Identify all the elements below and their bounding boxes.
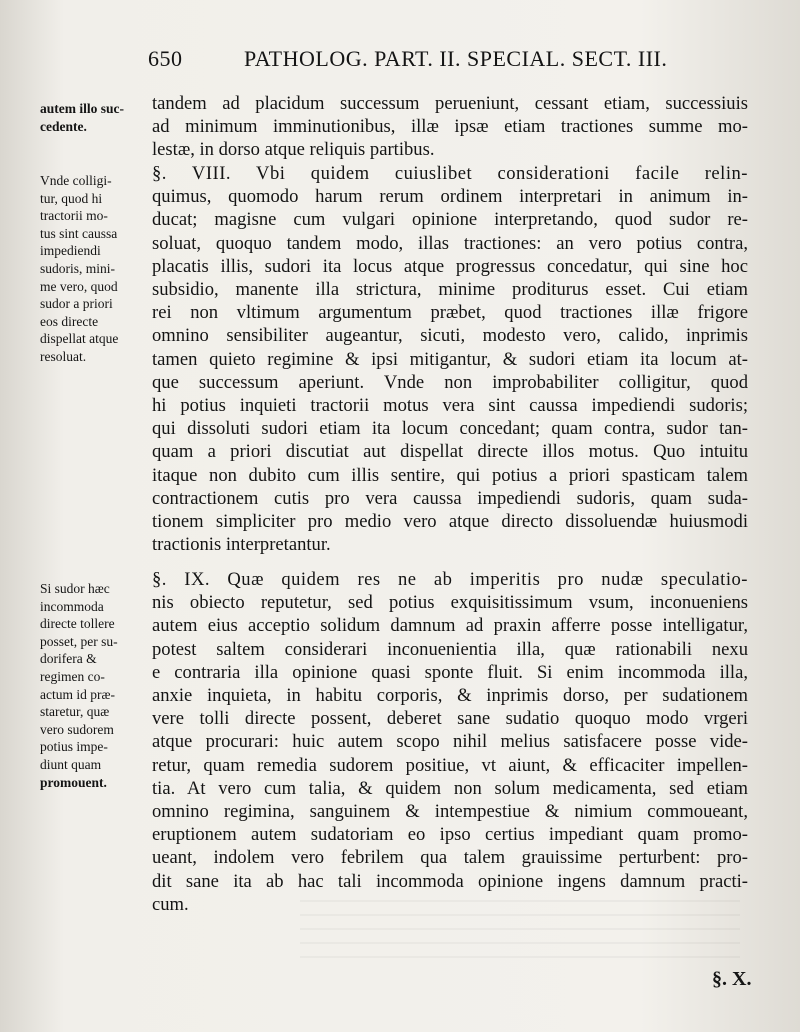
text-line: dit sane ita ab hac tali incommoda opinione ingens damnum practi-	[152, 870, 748, 892]
text-line: §. IX. Quæ quidem res ne ab imperitis pro nudæ speculatio-	[152, 569, 748, 590]
text-line: ducat; magisne cum vulgari opinione interpretando, quod sudor re-	[152, 209, 748, 231]
margin-note-line: cedente.	[40, 118, 87, 134]
margin-note-line: regimen co-	[40, 668, 105, 684]
margin-note-line: eos directe	[40, 313, 99, 329]
text-line: potest saltem considerari inconuenientia illa, quæ rationabili nexu	[152, 638, 748, 660]
page-header	[148, 46, 768, 74]
margin-note-line: autem illo suc-	[40, 101, 124, 116]
section-9	[152, 568, 748, 916]
margin-note-line: staretur, quæ	[40, 704, 110, 720]
text-line: tamen quieto regimine & ipsi mitigantur, & sudori etiam ita locum at-	[152, 348, 748, 370]
margin-note-line: tus sint caussa	[40, 225, 118, 241]
text-line: placatis illis, sudori ita locus atque progressus concedatur, qui sine hoc	[152, 255, 748, 277]
text-line: omnino sensibiliter augeantur, sicuti, modesto vero, calido, inprimis	[152, 325, 748, 347]
margin-note-line: potius impe-	[40, 739, 108, 755]
margin-note-line: sudor a priori	[40, 296, 113, 312]
margin-note-line: resoluat.	[40, 348, 87, 364]
text-line: autem eius acceptio solidum damnum ad praxin afferre posse intelligatur,	[152, 615, 748, 637]
text-line: cum.	[152, 893, 189, 915]
text-line: subsidio, manente illa strictura, minime proditurus esset. Cui etiam	[152, 279, 748, 301]
text-line: hi potius inquieti tractorii motus vera sint caussa impediendi sudoris;	[152, 395, 748, 417]
text-line: atque procurari: huic autem scopo nihil melius satisfacere posse vide-	[152, 731, 748, 753]
margin-note-line: Si sudor hæc	[40, 581, 110, 596]
text-line: eruptionem autem sudatoriam eo ipso certius impediant quam promo-	[152, 824, 748, 846]
text-line: tractionis interpretantur.	[152, 534, 331, 556]
text-line: retur, quam remedia sudorem positiue, vt aiunt, & efficaciter impellen-	[152, 754, 748, 776]
margin-note-line: actum id præ-	[40, 686, 115, 702]
text-line: anxie inquieta, in habitu corporis, & inprimis dorso, per sudationem	[152, 685, 748, 707]
text-line: ueant, indolem vero febrilem qua talem grauissime perturbent: pro-	[152, 847, 748, 869]
margin-note-line: dorifera &	[40, 651, 97, 667]
margin-note	[40, 172, 148, 366]
text-line: nis obiecto reputetur, sed potius exquisitissimum vsum, inconueniens	[152, 592, 748, 614]
text-line: tionem simpliciter pro medio vero atque directo dissoluendæ huiusmodi	[152, 511, 748, 533]
text-line: omnino regimina, sanguinem & intempestiue & nimium commoueant,	[152, 801, 748, 823]
section-8	[152, 162, 748, 556]
margin-note-line: vero sudorem	[40, 721, 114, 737]
text-line: contractionem cutis pro vera caussa impediendi sudoris, quam suda-	[152, 487, 748, 509]
text-line: tandem ad placidum successum perueniunt, cessant etiam, successiuis	[152, 93, 748, 114]
catchword: §. X.	[712, 968, 752, 990]
margin-note-line: tractorii mo-	[40, 208, 108, 224]
margin-note-line: tur, quod hi	[40, 190, 103, 206]
text-line: itaque non dubito cum illis sentire, qui potius a priori spasticam talem	[152, 464, 748, 486]
margin-note-line: dispellat atque	[40, 331, 119, 347]
text-line: §. VIII. Vbi quidem cuiuslibet considerationi facile relin-	[152, 163, 748, 184]
margin-note-line: promouent.	[40, 774, 107, 790]
text-line: qui dissoluti sudori etiam ita locum concedant; quam contra, sudor tan-	[152, 418, 748, 440]
page-number: 650	[148, 46, 183, 71]
margin-note-line: incommoda	[40, 598, 104, 614]
margin-note-line: impediendi	[40, 243, 101, 259]
text-line: que successum aperiunt. Vnde non improbabiliter colligitur, quod	[152, 371, 748, 393]
text-line: quimus, quomodo harum rerum ordinem interpretari in animum in-	[152, 186, 748, 208]
margin-note	[40, 100, 148, 135]
paragraph-continuation	[152, 92, 748, 162]
text-line: tia. At vero cum talia, & quidem non solum medicamenta, sed etiam	[152, 777, 748, 799]
running-head: PATHOLOG. PART. II. SPECIAL. SECT. III.	[244, 46, 668, 71]
show-through-bleed	[300, 900, 740, 960]
text-line: ad minimum imminutionibus, illæ ipsæ etiam tractiones summe mo-	[152, 116, 748, 138]
margin-note	[40, 580, 148, 791]
text-line: vere tolli directe possent, deberet sane sudatio quoquo modo vrgeri	[152, 708, 748, 730]
margin-note-line: me vero, quod	[40, 278, 118, 294]
text-line: quam a priori discutiat aut dispellat directe illos motus. Quo intuitu	[152, 441, 748, 463]
text-line: lestæ, in dorso atque reliquis partibus.	[152, 139, 435, 161]
margin-note-line: posset, per su-	[40, 633, 118, 649]
text-line: e contraria illa opinione quasi sponte fluit. Si enim incommoda illa,	[152, 661, 748, 683]
margin-note-line: Vnde colligi-	[40, 173, 112, 188]
margin-note-line: directe tollere	[40, 616, 115, 632]
margin-note-line: diunt quam	[40, 756, 102, 772]
text-line: soluat, quoquo tandem modo, illas tractiones: an vero potius contra,	[152, 232, 748, 254]
margin-note-line: sudoris, mini-	[40, 260, 116, 276]
text-line: rei non vltimum argumentum præbet, quod tractiones illæ frigore	[152, 302, 748, 324]
